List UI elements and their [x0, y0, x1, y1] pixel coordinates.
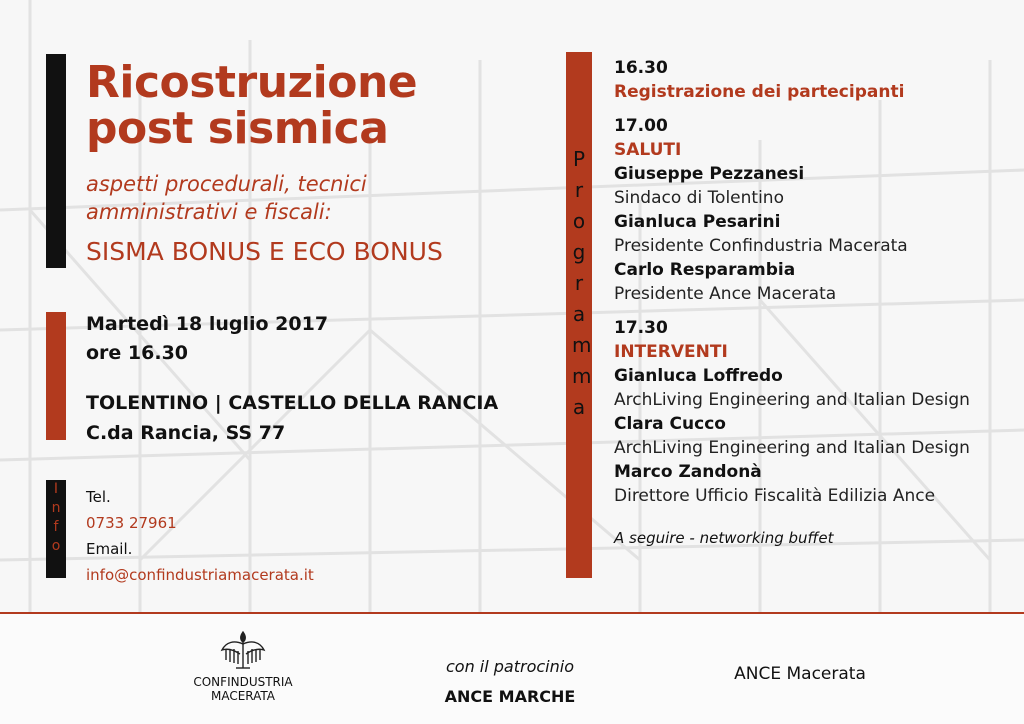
page-title — [86, 57, 526, 154]
title-line-1: Ricostruzione — [86, 57, 418, 108]
program-heading: SALUTI — [614, 140, 682, 160]
program-block-saluti — [614, 114, 1014, 306]
subtitle-line-1: aspetti procedurali, tecnici — [86, 172, 367, 196]
title-line-2: post sismica — [86, 103, 389, 154]
patronage-org: ANCE MARCHE — [444, 687, 576, 706]
program-time: 16.30 — [614, 58, 668, 78]
program-vertical-label — [566, 52, 592, 578]
program-heading: Registrazione dei partecipanti — [614, 82, 905, 102]
logo-line-2: MACERATA — [210, 689, 276, 703]
contact-info — [86, 484, 314, 588]
event-address: C.da Rancia, SS 77 — [86, 422, 286, 444]
speaker-role: ArchLiving Engineering and Italian Design — [614, 438, 970, 458]
program-heading: INTERVENTI — [614, 342, 728, 362]
subtitle-line-2: amministrativi e fiscali: — [86, 200, 332, 224]
program-time: 17.30 — [614, 318, 668, 338]
title-accent-bar — [46, 54, 66, 268]
ance-macerata-logo: ANCE Macerata — [734, 664, 866, 684]
info-vertical-text: Info — [51, 481, 61, 554]
program-vertical-text: Programma — [572, 147, 592, 419]
patronage-block — [420, 652, 600, 712]
tel-label: Tel. — [86, 488, 111, 506]
confindustria-eagle-icon — [220, 628, 266, 674]
email-link[interactable]: info@confindustriamacerata.it — [86, 566, 314, 584]
program-block-interventi — [614, 316, 1014, 508]
date-accent-bar — [46, 312, 66, 440]
event-venue-block — [86, 388, 498, 448]
confindustria-logo-text — [180, 675, 306, 703]
event-venue: TOLENTINO | CASTELLO DELLA RANCIA — [86, 392, 499, 414]
subtitle — [86, 170, 506, 226]
footer-divider — [0, 612, 1024, 614]
program-time: 17.00 — [614, 116, 668, 136]
speaker-role: Presidente Confindustria Macerata — [614, 236, 908, 256]
logo-line-1: CONFINDUSTRIA — [193, 675, 293, 689]
speaker-name: Gianluca Pesarini — [614, 212, 781, 232]
email-label: Email. — [86, 540, 133, 558]
speaker-name: Giuseppe Pezzanesi — [614, 164, 805, 184]
event-time: ore 16.30 — [86, 342, 189, 364]
speaker-role: Direttore Ufficio Fiscalità Edilizia Ance — [614, 486, 936, 506]
bonus-heading: SISMA BONUS E ECO BONUS — [86, 237, 443, 266]
tel-link[interactable]: 0733 27961 — [86, 514, 177, 532]
event-date-block — [86, 310, 328, 368]
speaker-role: Sindaco di Tolentino — [614, 188, 784, 208]
speaker-role: ArchLiving Engineering and Italian Design — [614, 390, 970, 410]
speaker-name: Clara Cucco — [614, 414, 726, 434]
event-date: Martedì 18 luglio 2017 — [86, 313, 329, 335]
speaker-name: Gianluca Loffredo — [614, 366, 783, 386]
speaker-name: Marco Zandonà — [614, 462, 762, 482]
info-vertical-label — [46, 480, 66, 578]
speaker-name: Carlo Resparambia — [614, 260, 796, 280]
patronage-label: con il patrocinio — [445, 657, 574, 676]
program-block-registration — [614, 56, 1014, 104]
program-list — [614, 56, 1014, 550]
networking-note: A seguire - networking buffet — [614, 529, 834, 547]
speaker-role: Presidente Ance Macerata — [614, 284, 837, 304]
